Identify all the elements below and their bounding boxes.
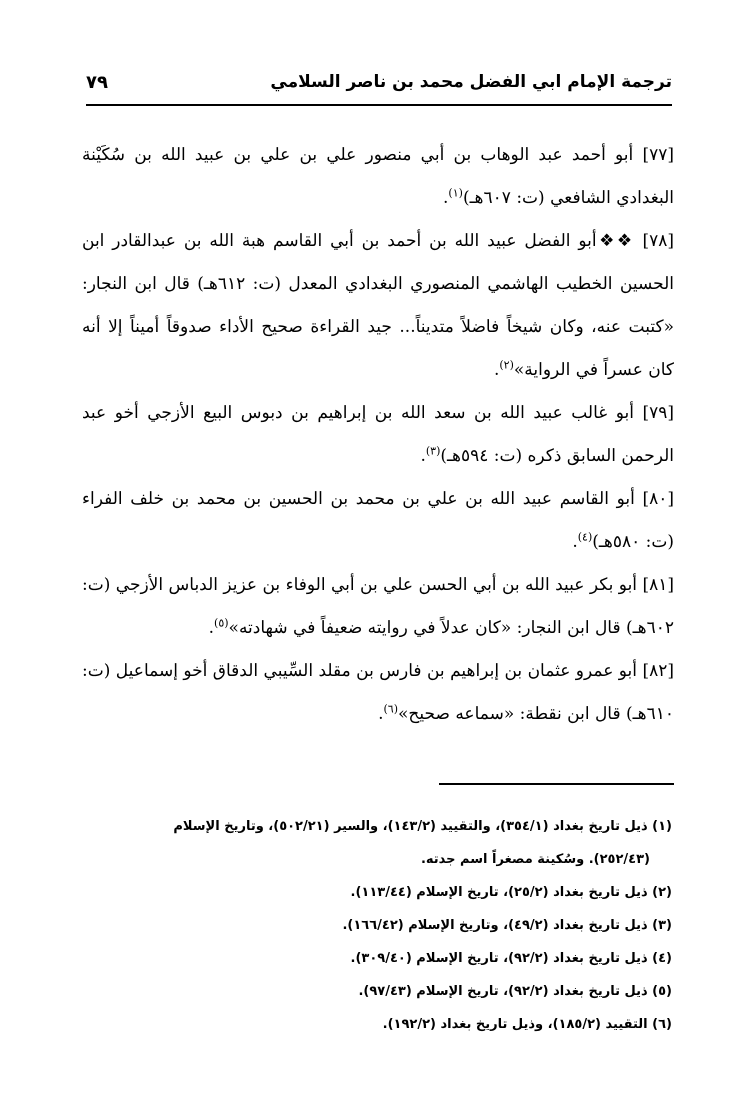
footnote-text: (٣) ذيل تاريخ بغداد (٤٩/٢)، وتاريخ الإسلام (١٦٦/٤٢). — [342, 918, 672, 933]
entry-text: أبو القاسم عبيد الله بن علي بن محمد بن الحسين بن محمد بن خلف الفراء (ت: ٥٨٠هـ) — [82, 489, 674, 552]
entry-79 — [82, 392, 674, 478]
entry-end: . — [420, 446, 426, 466]
footnote-text: (٤) ذيل تاريخ بغداد (٩٢/٢)، تاريخ الإسلام (٣٠٩/٤٠). — [350, 951, 672, 966]
footnote-2 — [82, 876, 672, 909]
footnote-ref: (١) — [448, 186, 463, 200]
entry-number: [٨٠] — [642, 489, 674, 509]
footnote-ref: (٤) — [577, 530, 593, 544]
entry-number: [٧٨] — [642, 231, 674, 251]
footnote-6 — [82, 1008, 672, 1041]
entry-end: . — [443, 188, 449, 208]
entry-number: [٧٧] — [642, 145, 675, 165]
entry-77 — [82, 134, 674, 220]
header-divider — [86, 104, 672, 106]
entry-text: أبو أحمد عبد الوهاب بن أبي منصور علي بن علي بن عبيد الله بن سُكَيْنة البغدادي الشافعي (ت: ٦٠٧هـ) — [82, 145, 674, 208]
entry-78 — [82, 220, 674, 392]
footnote-text: (٢) ذيل تاريخ بغداد (٢٥/٢)، تاريخ الإسلام (١١٣/٤٤). — [350, 885, 672, 900]
entry-80 — [82, 478, 674, 564]
entry-number: [٨١] — [642, 575, 675, 595]
entry-text: أبو غالب عبيد الله بن سعد الله بن إبراهيم بن دبوس البيع الأزجي أخو عبد الرحمن السابق ذكره (ت: ٥٩٤هـ) — [82, 403, 674, 466]
footnote-divider — [439, 783, 674, 785]
footnotes — [82, 810, 672, 1041]
footnote-text: (٥) ذيل تاريخ بغداد (٩٢/٢)، تاريخ الإسلام (٩٧/٤٣). — [358, 984, 672, 999]
entry-text: ❖❖أبو الفضل عبيد الله بن أحمد بن أبي القاسم هبة الله بن عبدالقادر ابن الحسين الخطيب الهاشمي المنصوري البغدادي المعدل (ت: ٦١٢هـ) قال ابن النجار: «كتبت عنه، وكان شيخاً فاضلاً متديناً... جيد القراءة صحيح الأداء صدوقاً أميناً إلا أنه كان عسراً في الرواية» — [82, 231, 674, 380]
main-text — [82, 134, 674, 736]
footnote-3 — [82, 909, 672, 942]
footnote-5 — [82, 975, 672, 1008]
footnote-ref: (٣) — [425, 444, 441, 458]
entry-end: . — [208, 618, 215, 638]
entry-81 — [82, 564, 674, 650]
entry-end: . — [493, 360, 500, 380]
footnote-continuation: (٢٥٢/٤٣). وسُكينة مصغراً اسم جدته. — [420, 852, 650, 867]
footnote-4 — [82, 942, 672, 975]
footnote-ref: (٥) — [214, 616, 229, 630]
entry-number: [٧٩] — [642, 403, 674, 423]
footnote-ref: (٦) — [383, 702, 398, 716]
page-number: ٧٩ — [86, 72, 108, 93]
entry-end: . — [378, 704, 384, 724]
entry-text: أبو بكر عبيد الله بن أبي الحسن علي بن أبي الوفاء بن عزيز الدباس الأزجي (ت: ٦٠٢هـ) قال ابن النجار: «كان عدلاً في روايته ضعيفاً في شهادته» — [82, 575, 674, 638]
entry-end: . — [572, 532, 578, 552]
entry-82 — [82, 650, 674, 736]
footnote-text: (١) ذيل تاريخ بغداد (٣٥٤/١)، والتقييد (١٤٣/٢)، والسير (٥٠٢/٢١)، وتاريخ الإسلام — [173, 819, 672, 834]
entry-number: [٨٢] — [642, 661, 674, 681]
entry-text: أبو عمرو عثمان بن إبراهيم بن فارس بن مقلد السِّيبي الدقاق أخو إسماعيل (ت: ٦١٠هـ) قال ابن نقطة: «سماعه صحيح» — [82, 661, 674, 724]
footnote-ref: (٢) — [499, 358, 514, 372]
footnote-text: (٦) التقييد (١٨٥/٢)، وذيل تاريخ بغداد (١٩٢/٢). — [382, 1017, 672, 1032]
running-header — [86, 66, 672, 106]
header-title: ترجمة الإمام ابي الفضل محمد بن ناصر السلامي — [270, 72, 672, 92]
footnote-1 — [82, 810, 672, 876]
